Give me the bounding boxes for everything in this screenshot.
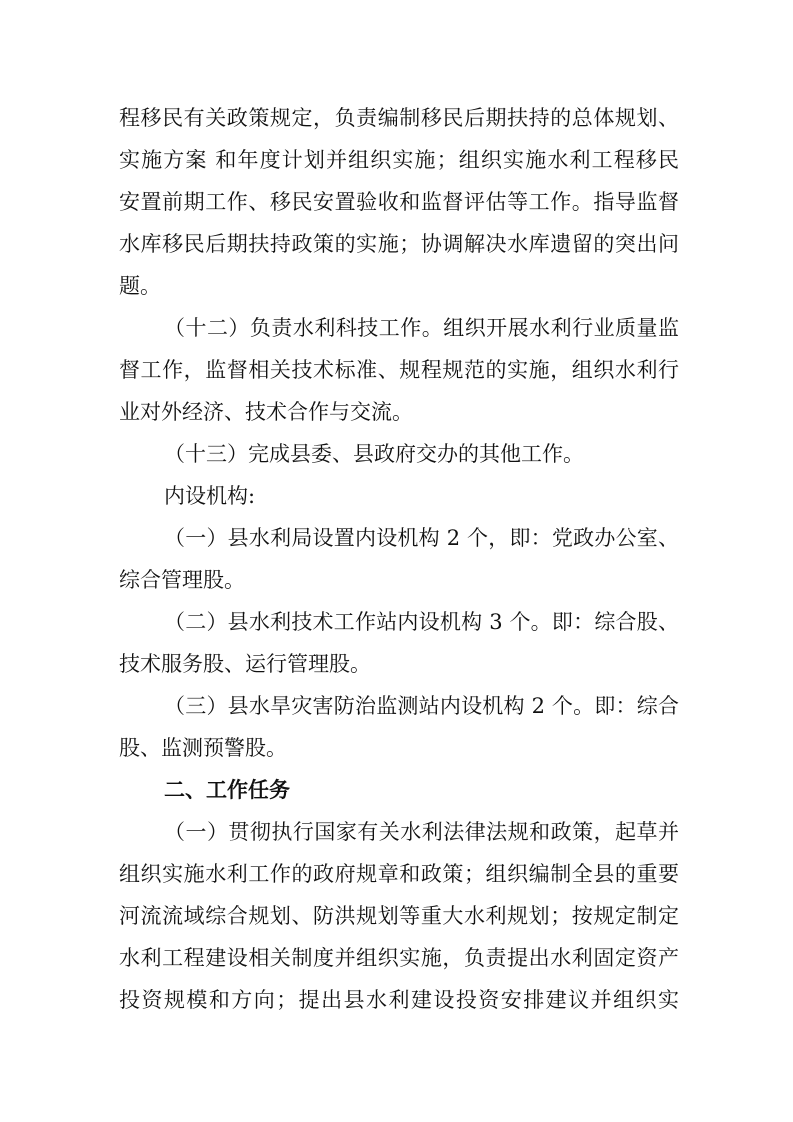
- paragraph-13: （十三）完成县委、县政府交办的其他工作。: [164, 442, 584, 466]
- body-text-line: 组织实施水利工作的政府规章和政策；组织编制全县的重要: [119, 862, 679, 886]
- body-text-line: 综合管理股。: [119, 568, 245, 592]
- section-label-internal-units: 内设机构:: [164, 484, 256, 508]
- body-text-line: 督工作，监督相关技术标准、规程规范的实施，组织水利行: [119, 358, 679, 382]
- body-text-line: 股、监测预警股。: [119, 736, 287, 760]
- body-text-line: 技术服务股、运行管理股。: [119, 652, 371, 676]
- internal-unit-item-1: （一）县水利局设置内设机构 2 个，即：党政办公室、: [164, 526, 679, 550]
- body-text-line: 实施方案 和年度计划并组织实施；组织实施水利工程移民: [119, 148, 679, 172]
- body-text-line: 河流流域综合规划、防洪规划等重大水利规划；按规定制定: [119, 904, 679, 928]
- task-item-1-start: （一）贯彻执行国家有关水利法律法规和政策，起草并: [164, 820, 679, 844]
- body-text-line: 水库移民后期扶持政策的实施；协调解决水库遗留的突出问: [119, 232, 679, 256]
- body-text-line: 程移民有关政策规定，负责编制移民后期扶持的总体规划、: [119, 106, 679, 130]
- internal-unit-item-3: （三）县水旱灾害防治监测站内设机构 2 个。即：综合: [164, 694, 679, 718]
- body-text-line: 业对外经济、技术合作与交流。: [119, 400, 413, 424]
- body-text-line: 水利工程建设相关制度并组织实施，负责提出水利固定资产: [119, 946, 679, 970]
- body-text-line: 安置前期工作、移民安置验收和监督评估等工作。指导监督: [119, 190, 679, 214]
- body-text-line: 题。: [119, 274, 161, 298]
- internal-unit-item-2: （二）县水利技术工作站内设机构 3 个。即：综合股、: [164, 610, 679, 634]
- section-heading-work-tasks: 二、工作任务: [164, 778, 290, 802]
- body-text-line: 投资规模和方向；提出县水利建设投资安排建议并组织实: [119, 988, 679, 1012]
- paragraph-12-start: （十二）负责水利科技工作。组织开展水利行业质量监: [164, 316, 679, 340]
